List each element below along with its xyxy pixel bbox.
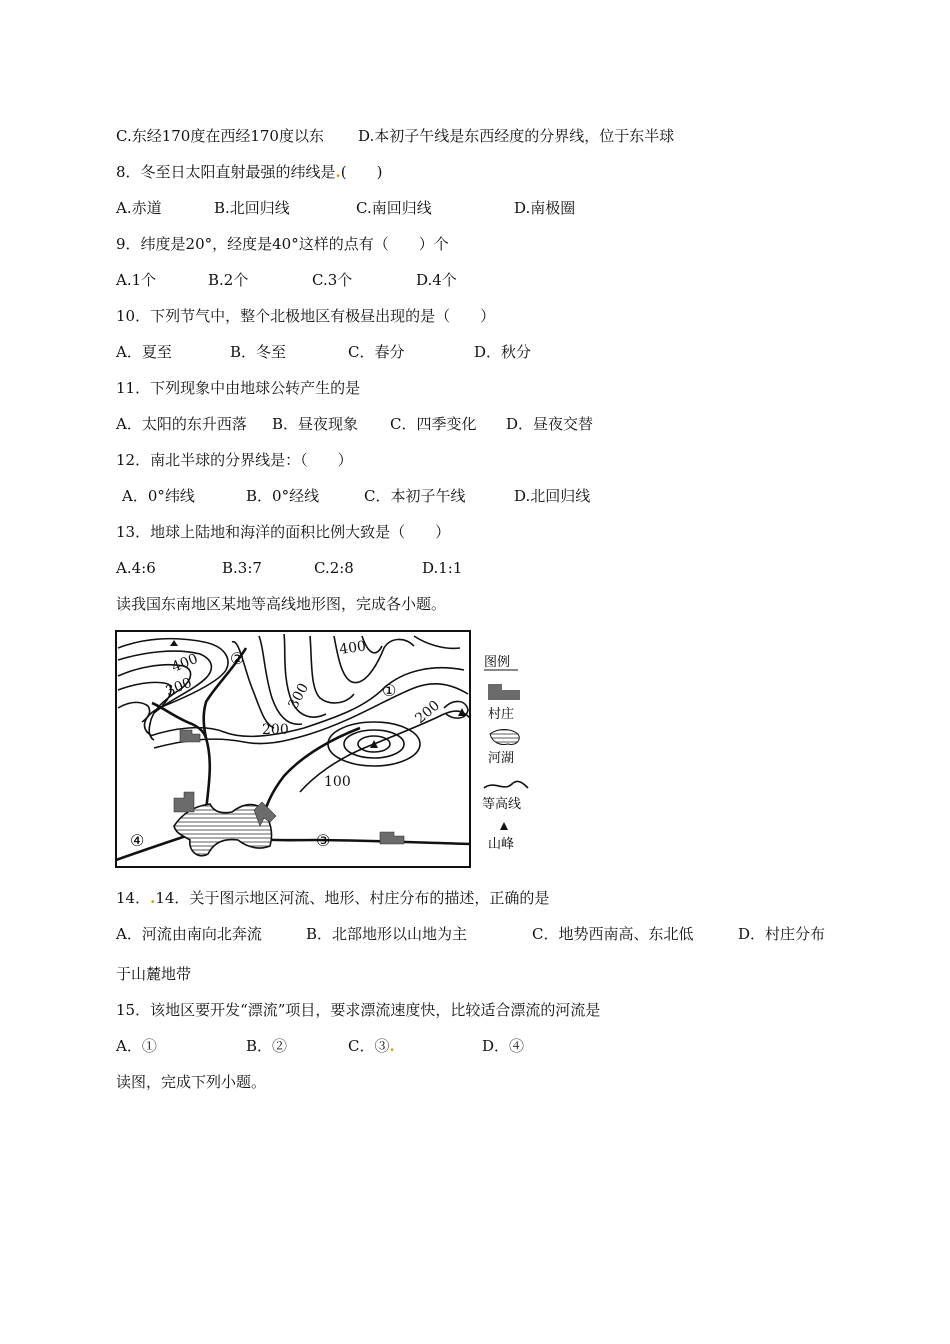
legend-contour-label: 等高线	[482, 797, 522, 812]
contour-label-200-center: 200	[262, 722, 289, 738]
legend-contour-icon	[484, 781, 528, 788]
contour-label-300-west: 300	[163, 674, 195, 700]
q13-option-b: B.3:7	[222, 559, 262, 577]
highlight-mark: .	[335, 163, 341, 181]
q11-option-d: D．昼夜交替	[506, 415, 594, 433]
map-frame	[116, 631, 470, 867]
q8-option-c: C.南回归线	[356, 199, 432, 217]
q14-option-d: D．村庄分布	[738, 925, 826, 943]
question-9: 9．纬度是20°，经度是40°这样的点有（ ）个	[116, 235, 449, 253]
question-8	[116, 162, 383, 182]
river-label-2: ②	[230, 649, 245, 668]
q9-option-d: D.4个	[416, 271, 457, 289]
q10-option-d: D．秋分	[474, 343, 532, 361]
q12-option-a: A．0°纬线	[122, 487, 195, 505]
q15-option-c	[348, 1036, 395, 1056]
q8-option-a: A.赤道	[116, 199, 162, 217]
q14-option-d-continued: 于山麓地带	[116, 965, 192, 983]
q13-option-a: A.4:6	[116, 559, 156, 577]
question-8-text: 8．冬至日太阳直射最强的纬线是	[116, 163, 336, 181]
q7-option-d: D.本初子午线是东西经度的分界线，位于东半球	[358, 127, 675, 145]
q8-option-b: B.北回归线	[214, 199, 290, 217]
q12-option-c: C．本初子午线	[364, 487, 466, 505]
q11-option-b: B．昼夜现象	[272, 415, 359, 433]
river-label-4: ④	[130, 831, 145, 850]
legend-title: 图例	[484, 655, 511, 670]
question-8-bracket: ( )	[340, 163, 383, 181]
legend-village-icon	[488, 684, 520, 700]
contour-label-400-west: 400	[169, 650, 201, 676]
contour-label-100: 100	[324, 774, 351, 790]
q15-option-b: B．②	[246, 1037, 288, 1055]
q9-option-c: C.3个	[312, 271, 353, 289]
legend-village-label: 村庄	[488, 707, 515, 722]
question-13: 13．地球上陆地和海洋的面积比例大致是（ ）	[116, 523, 451, 541]
q14-option-a: A．河流由南向北奔流	[116, 925, 262, 943]
q8-option-d: D.南极圈	[514, 199, 576, 217]
highlight-mark: .	[389, 1037, 395, 1055]
q11-option-a: A．太阳的东升西落	[116, 415, 247, 433]
contour-label-200-east: 200	[412, 697, 444, 728]
q12-option-b: B．0°经线	[246, 487, 320, 505]
legend-lake-label: 河湖	[488, 751, 515, 766]
q13-option-c: C.2:8	[314, 559, 354, 577]
river-label-1: ①	[382, 681, 397, 700]
river-label-3: ③	[316, 831, 331, 850]
q15-option-c-text: C．③	[348, 1037, 390, 1055]
question-14-number: 14．	[116, 889, 151, 907]
next-figure-intro: 读图，完成下列小题。	[116, 1073, 267, 1091]
q14-option-b: B．北部地形以山地为主	[306, 925, 468, 943]
q15-option-a: A．①	[116, 1037, 157, 1055]
contour-label-300-center: 300	[285, 680, 313, 712]
q9-option-b: B.2个	[208, 271, 249, 289]
q9-option-a: A.1个	[116, 271, 157, 289]
q15-option-d: D．④	[482, 1037, 525, 1055]
map-legend	[482, 655, 528, 852]
contour-label-400-north: 400	[338, 638, 368, 658]
q13-option-d: D.1:1	[422, 559, 463, 577]
q14-option-c: C．地势西南高、东北低	[532, 925, 694, 943]
contour-map	[114, 628, 534, 868]
q11-option-c: C．四季变化	[390, 415, 477, 433]
question-12: 12．南北半球的分界线是：（ ）	[116, 451, 353, 469]
legend-peak-icon	[500, 822, 508, 830]
legend-lake-icon	[490, 730, 519, 745]
legend-peak-label: 山峰	[488, 837, 515, 852]
q12-option-d: D.北回归线	[514, 487, 591, 505]
q10-option-b: B．冬至	[230, 343, 287, 361]
q10-option-c: C．春分	[348, 343, 405, 361]
q7-option-c: C.东经170度在西经170度以东	[116, 127, 324, 145]
question-14-text: 14．关于图示地区河流、地形、村庄分布的描述，正确的是	[155, 889, 550, 907]
question-11: 11．下列现象中由地球公转产生的是	[116, 379, 361, 397]
question-10: 10．下列节气中，整个北极地区有极昼出现的是（ ）	[116, 307, 496, 325]
map-intro: 读我国东南地区某地等高线地形图，完成各小题。	[116, 595, 447, 613]
q10-option-a: A．夏至	[116, 343, 172, 361]
highlight-mark: .	[150, 889, 156, 907]
question-15: 15．该地区要开发“漂流”项目，要求漂流速度快，比较适合漂流的河流是	[116, 1001, 601, 1019]
question-14	[116, 888, 549, 908]
